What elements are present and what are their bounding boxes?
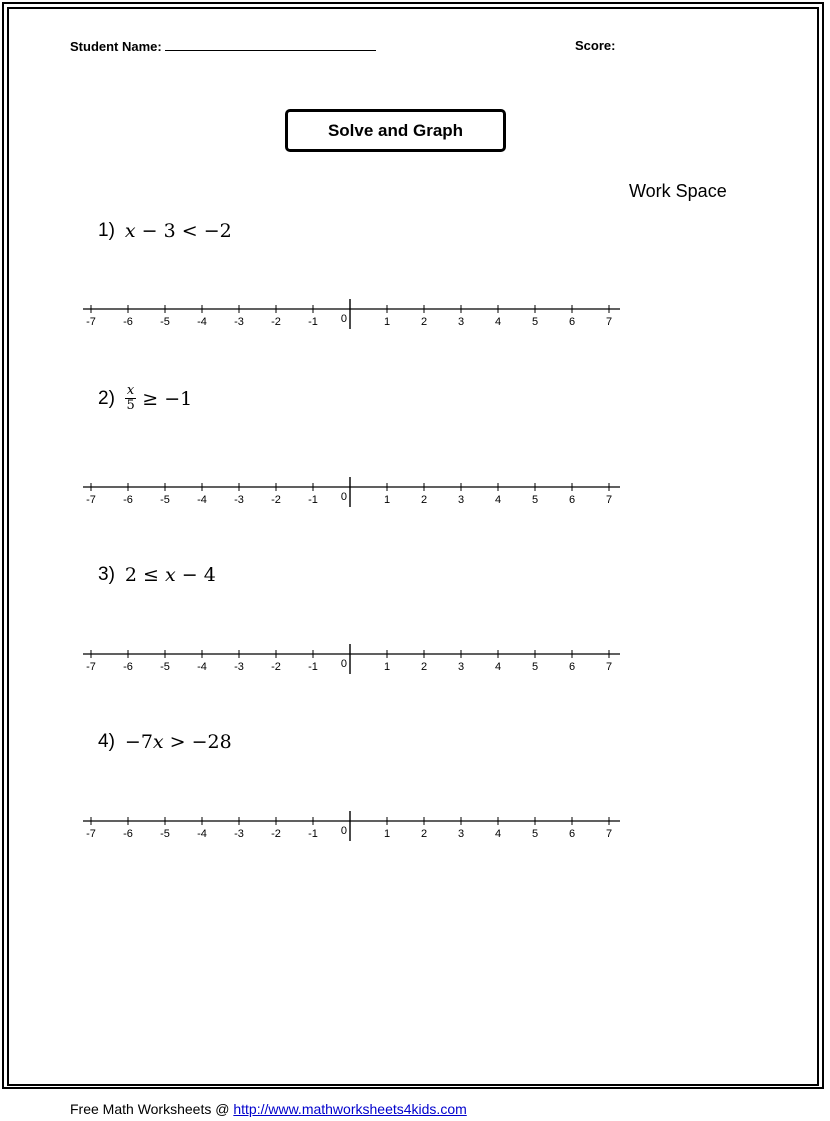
number-line-tick-label: 6 [568,494,576,506]
number-line-tick-label: -6 [123,661,133,673]
number-line-tick-label: 3 [457,316,465,328]
problem-expression-right: − 4 [175,564,216,586]
number-line-tick-label: 7 [605,316,613,328]
number-line-tick-label: -6 [123,494,133,506]
number-line-tick-label: 7 [605,661,613,673]
number-line-tick-label: -1 [308,316,318,328]
number-line-tick-label: -7 [86,661,96,673]
number-line-tick-label: 5 [531,494,539,506]
number-line-tick-label: 3 [457,828,465,840]
number-line-tick-label: -5 [160,661,170,673]
number-line-2[interactable] [80,468,625,508]
problem-number: 4) [98,731,115,752]
number-line-tick-label: -7 [86,316,96,328]
problem-number: 1) [98,220,115,241]
score-label: Score: [575,38,616,53]
number-line-tick-label: 1 [383,494,391,506]
number-line-tick-label: 6 [568,828,576,840]
number-line-tick-label: -1 [308,661,318,673]
problem-variable: x [124,220,136,242]
number-line-tick-label: -1 [308,828,318,840]
number-line-tick-label: 1 [383,316,391,328]
number-line-tick-label: -7 [86,494,96,506]
number-line-tick-label: -5 [160,316,170,328]
number-line-tick-label: 6 [568,661,576,673]
number-line-tick-label: 5 [531,316,539,328]
number-line-tick-label: 4 [494,828,502,840]
problem-expression: ≥ −1 [142,387,193,410]
student-name-label: Student Name: [70,39,162,54]
footer-link[interactable]: http://www.mathworksheets4kids.com [233,1101,467,1117]
number-line-tick-label: -3 [234,661,244,673]
number-line-tick-label: -3 [234,828,244,840]
number-line-tick-label: 2 [420,316,428,328]
number-line-tick-label: 4 [494,316,502,328]
problem-expression-left: −7 [124,731,153,753]
number-line-tick-label: -4 [197,661,207,673]
number-line-tick-label: -5 [160,828,170,840]
worksheet-title [285,109,506,152]
problem-variable: x [152,731,164,753]
problem-variable: x [165,564,176,586]
number-line-tick-label: 4 [494,494,502,506]
fraction-numerator: x [126,383,135,398]
number-line-tick-label: -2 [271,494,281,506]
problem-number: 3) [98,564,115,585]
number-line-tick-label: -2 [271,661,281,673]
number-line-tick-label: 5 [531,661,539,673]
number-line-tick-label: 5 [531,828,539,840]
footer-text: Free Math Worksheets @ [70,1101,234,1117]
number-line-tick-label: 2 [420,828,428,840]
number-line-tick-label: -3 [234,316,244,328]
student-name-field [70,38,376,54]
number-line-tick-label: -7 [86,828,96,840]
number-line-tick-label: 3 [457,494,465,506]
number-line-tick-label: 2 [420,661,428,673]
problem-expression-left: 2 ≤ [124,564,165,586]
number-line-tick-label: -1 [308,494,318,506]
fraction [125,384,136,413]
problem-expression: − 3 < −2 [135,220,232,242]
number-line-tick-label: -3 [234,494,244,506]
number-line-tick-label: -4 [197,316,207,328]
number-line-tick-label: -2 [271,316,281,328]
problem-1 [98,220,232,242]
number-line-4[interactable] [80,802,625,842]
number-line-tick-label: 1 [383,828,391,840]
number-line-tick-label: 0 [340,825,347,837]
number-line-tick-label: 0 [340,658,347,670]
number-line-tick-label: 6 [568,316,576,328]
problem-number: 2) [98,387,115,409]
fraction-denominator: 5 [126,398,135,413]
number-line-tick-label: 4 [494,661,502,673]
number-line-tick-label: 2 [420,494,428,506]
work-space-label: Work Space [629,181,727,201]
problem-expression-right: > −28 [163,731,232,753]
problem-3 [98,564,216,586]
number-line-tick-label: -4 [197,494,207,506]
page-inner-border [7,7,819,1086]
number-line-tick-label: 3 [457,661,465,673]
number-line-tick-label: -6 [123,828,133,840]
number-line-tick-label: 1 [383,661,391,673]
number-line-tick-label: -2 [271,828,281,840]
number-line-tick-label: 0 [340,313,347,325]
problem-2 [98,384,192,413]
number-line-3[interactable] [80,635,625,675]
footer [70,1101,467,1117]
number-line-tick-label: -6 [123,316,133,328]
student-name-blank[interactable] [165,38,376,51]
worksheet-title-text: Solve and Graph [327,120,464,140]
number-line-tick-label: 7 [605,828,613,840]
problem-4 [98,731,232,753]
number-line-tick-label: 0 [340,491,347,503]
number-line-tick-label: -4 [197,828,207,840]
number-line-tick-label: 7 [605,494,613,506]
number-line-1[interactable] [80,290,625,330]
number-line-tick-label: -5 [160,494,170,506]
